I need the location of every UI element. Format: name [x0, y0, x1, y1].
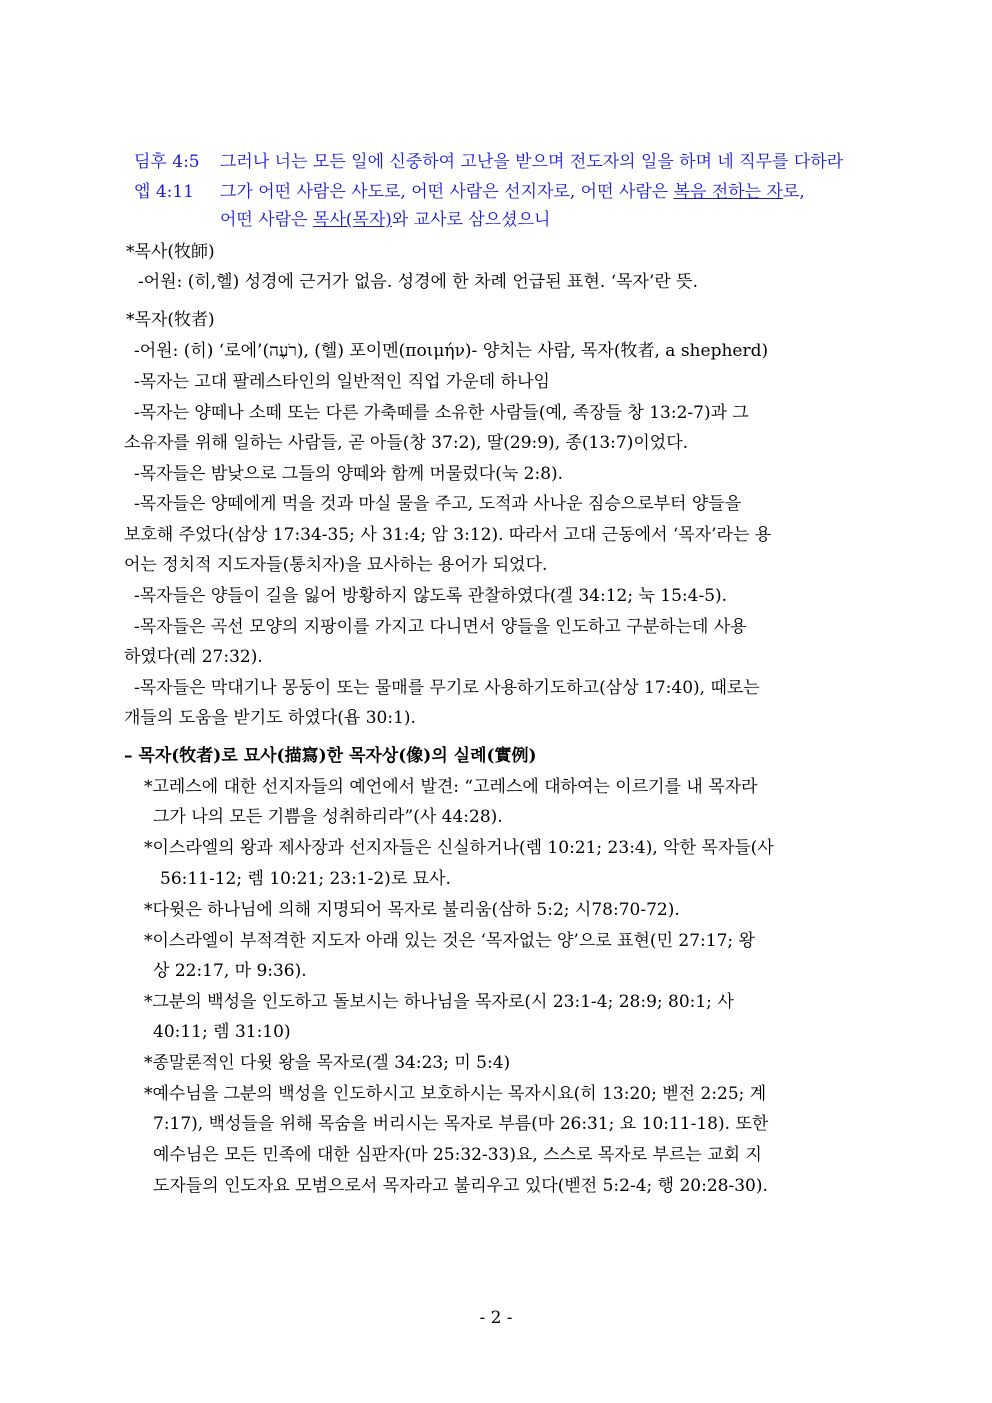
example-line: *예수님을 그분의 백성을 인도하시고 보호하시는 목자시요(히 13:20; 벧전 2:25; 계: [144, 1084, 767, 1104]
verse-text-eph-line2: [220, 208, 550, 232]
page-number: - 2 -: [479, 1308, 513, 1328]
moksa-etymology: -어원: (히,헬) 성경에 근거가 없음. 성경에 한 차례 언급된 표현. ‘목자’란 뜻.: [138, 272, 698, 292]
mokja-line: 어는 정치적 지도자들(통치자)을 묘사하는 용어가 되었다.: [124, 555, 548, 575]
example-line: 예수님은 모든 민족에 대한 심판자(마 25:32-33)요, 스스로 목자로 부르는 교회 지: [153, 1145, 762, 1165]
example-line: 40:11; 렘 31:10): [153, 1022, 291, 1042]
example-line: *고레스에 대한 선지자들의 예언에서 발견: “고레스에 대하여는 이르기를 내 목자라: [144, 777, 758, 797]
examples-heading: – 목자(牧者)로 묘사(描寫)한 목자상(像)의 실례(實例): [124, 746, 537, 766]
example-line: 상 22:17, 마 9:36).: [153, 961, 307, 981]
moksa-title: *목사(牧師): [126, 242, 215, 262]
mokja-line: -목자들은 양떼에게 먹을 것과 마실 물을 주고, 도적과 사나운 짐승으로부터 양들을: [134, 494, 742, 514]
verse-ref-eph: 엡 4:11: [134, 182, 195, 202]
verse-text-eph-2a: 어떤 사람은: [220, 210, 313, 230]
mokja-line: 하였다(레 27:32).: [124, 647, 263, 667]
example-line: 56:11-12; 렘 10:21; 23:1-2)로 묘사.: [160, 869, 451, 889]
example-line: *그분의 백성을 인도하고 돌보시는 하나님을 목자로(시 23:1-4; 28:9; 80:1; 사: [144, 992, 734, 1012]
mokja-line: 소유자를 위해 일하는 사람들, 곧 아들(창 37:2), 딸(29:9), 종(13:7)이었다.: [124, 433, 689, 453]
example-line: *종말론적인 다윗 왕을 목자로(겔 34:23; 미 5:4): [144, 1053, 511, 1073]
example-line: 그가 나의 모든 기쁨을 성취하리라”(사 44:28).: [153, 807, 503, 827]
verse-text-eph-line1: [220, 180, 805, 204]
example-line: 7:17), 백성들을 위해 목숨을 버리시는 목자로 부름(마 26:31; 요 10:11-18). 또한: [153, 1114, 769, 1134]
verse-text-eph-2b: 와 교사로 삼으셨으니: [391, 210, 551, 230]
example-line: *다윗은 하나님에 의해 지명되어 목자로 불리움(삼하 5:2; 시78:70-72).: [144, 900, 680, 920]
example-line: *이스라엘이 부적격한 지도자 아래 있는 것은 ‘목자없는 양’으로 표현(민 27:17; 왕: [144, 931, 755, 951]
mokja-line: -목자들은 곡선 모양의 지팡이를 가지고 다니면서 양들을 인도하고 구분하는데 사용: [134, 617, 747, 637]
example-line: 도자들의 인도자요 모범으로서 목자라고 불리우고 있다(벧전 5:2-4; 행 20:28-30).: [153, 1176, 768, 1196]
verse-underline-pastor: 목사(목자): [312, 210, 392, 230]
example-line: *이스라엘의 왕과 제사장과 선지자들은 신실하거나(렘 10:21; 23:4), 악한 목자들(사: [144, 838, 774, 858]
mokja-title: *목자(牧者): [126, 310, 215, 330]
mokja-line: -어원: (히) ‘로에’(רֹעֶה), (헬) 포이멘(ποιμήν)- 양치는 사람, 목자(牧者, a shepherd): [134, 341, 769, 361]
mokja-line: -목자들은 양들이 길을 잃어 방황하지 않도록 관찰하였다(겔 34:12; 눅 15:4-5).: [134, 586, 728, 606]
verse-underline-evangelist: 복음 전하는 자: [673, 182, 783, 202]
verse-text-2tim: 그러나 너는 모든 일에 신중하여 고난을 받으며 전도자의 일을 하며 네 직무를 다하라: [220, 152, 844, 172]
mokja-line: -목자들은 밤낮으로 그들의 양떼와 함께 머물렀다(눅 2:8).: [134, 464, 564, 484]
mokja-line: -목자는 양떼나 소떼 또는 다른 가축떼를 소유한 사람들(예, 족장들 창 13:2-7)과 그: [134, 403, 749, 423]
mokja-line: 개들의 도움을 받기도 하였다(욥 30:1).: [124, 708, 416, 728]
verse-ref-2tim: 딤후 4:5: [134, 152, 200, 172]
verse-text-eph-1b: 로,: [782, 182, 805, 202]
mokja-line: -목자들은 막대기나 몽둥이 또는 물매를 무기로 사용하기도하고(삼상 17:40), 때로는: [134, 678, 760, 698]
mokja-line: 보호해 주었다(삼상 17:34-35; 사 31:4; 암 3:12). 따라서 고대 근동에서 ‘목자’라는 용: [124, 525, 772, 545]
mokja-line: -목자는 고대 팔레스타인의 일반적인 직업 가운데 하나임: [134, 372, 550, 392]
verse-text-eph-1a: 그가 어떤 사람은 사도로, 어떤 사람은 선지자로, 어떤 사람은: [220, 182, 674, 202]
